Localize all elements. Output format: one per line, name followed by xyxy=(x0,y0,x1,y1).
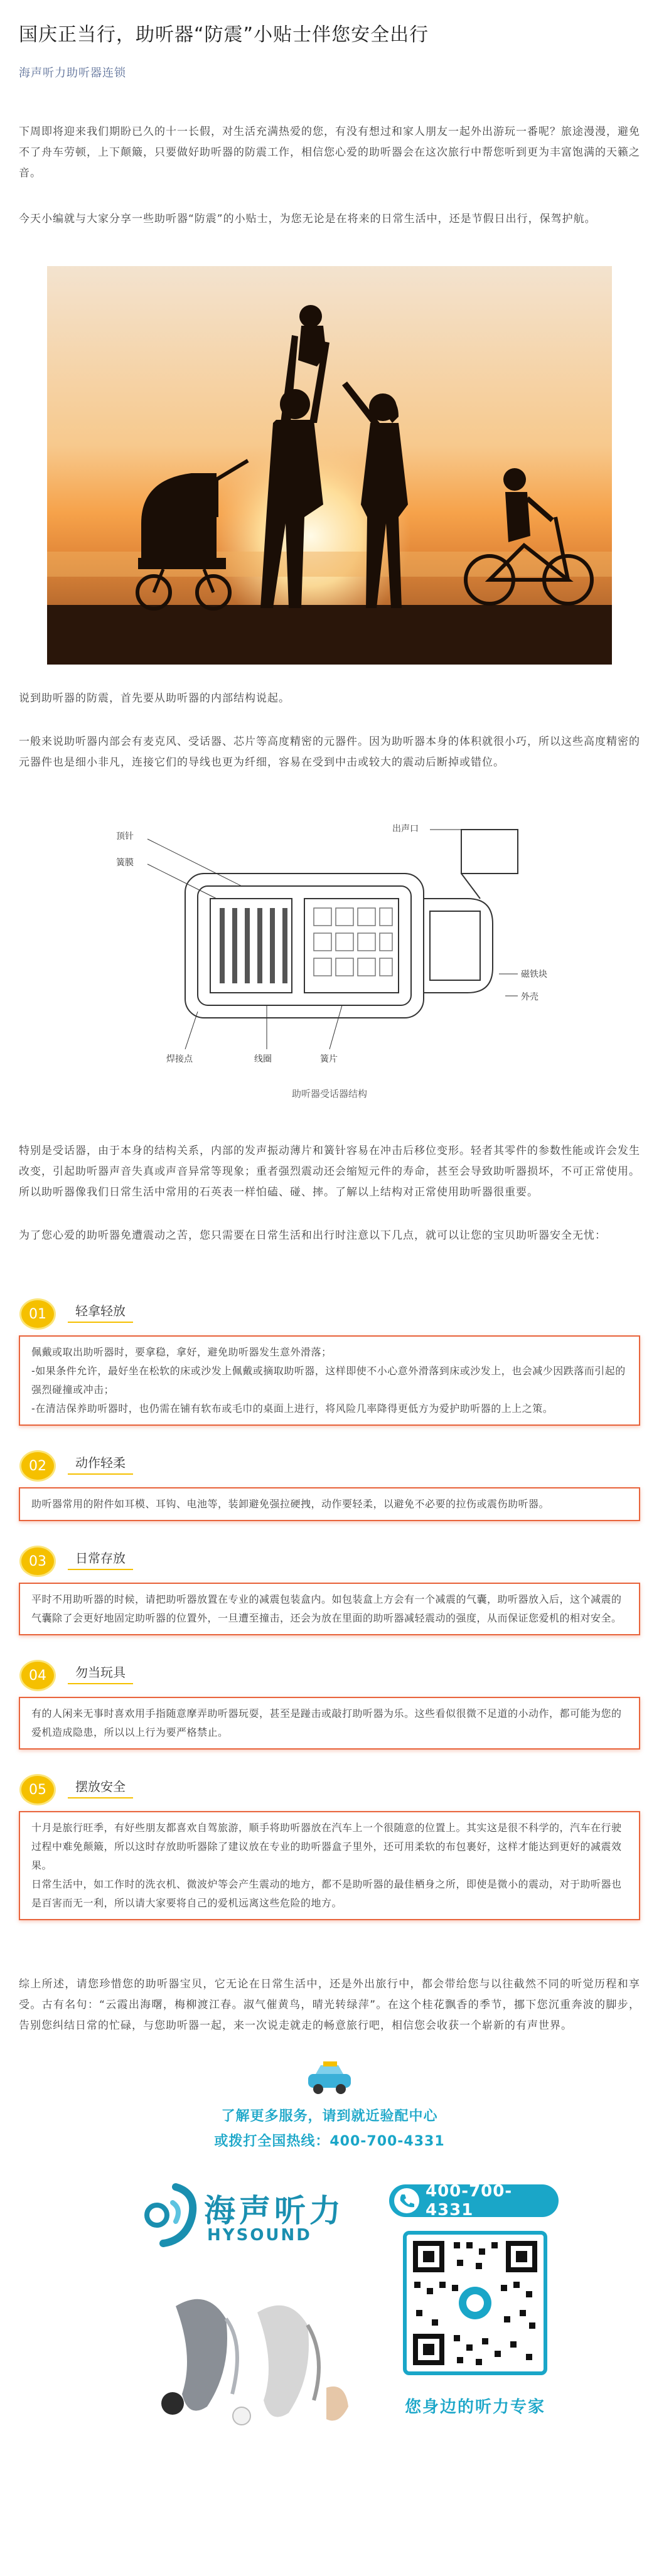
tip-title: 动作轻柔 xyxy=(68,1453,133,1475)
car-icon xyxy=(304,2061,355,2099)
tip-number-badge: 05 xyxy=(21,1776,54,1804)
hearing-aid-products-image xyxy=(138,2269,370,2444)
intro-paragraph-2: 今天小编就与大家分享一些助听器“防震”的小贴士，为您无论是在将来的日常生活中，还是节假日出行，保驾护航。 xyxy=(19,213,596,225)
receiver-paragraph: 特别是受话器，由于本身的结构关系，内部的发声振动薄片和簧针容易在冲击后移位变形。轻者其零件的参数性能或许会发生改变，引起助听器声音失真或声音异常等现象；重者强烈震动还会缩短元件的寿命，甚至会导致助听器损坏，不可正常使用。所以助听器像我们日常生活中常用的石英表一样怕磕、碰、摔。了解以上结构对正常使用助听器很重要。 xyxy=(19,1145,640,1199)
tip-line: 有的人闲来无事时喜欢用手指随意摩弄助听器玩耍，甚至是踫击或敲打助听器为乐。这些看似很微不足道的小动作，都可能为您的爱机造成隐患，所以以上行为要严格禁止。 xyxy=(31,1708,622,1738)
promo-line-1: 了解更多服务，请到就近验配中心 xyxy=(221,2108,438,2124)
tip-title: 勿当玩具 xyxy=(68,1662,133,1684)
footer-banner xyxy=(19,2061,640,2513)
family-sunset-photo xyxy=(47,266,612,665)
qr-caption: 您身边的听力专家 xyxy=(404,2398,545,2417)
tip-item xyxy=(19,1296,640,1426)
tips-list xyxy=(19,1296,640,1920)
tip-title: 日常存放 xyxy=(68,1548,133,1570)
brand-logo xyxy=(138,2181,364,2250)
tip-item xyxy=(19,1448,640,1521)
diagram-label-top-plate: 顶针 xyxy=(116,831,134,842)
tip-content-box xyxy=(19,1487,640,1521)
components-paragraph: 一般来说助听器内部会有麦克风、受话器、芯片等高度精密的元器件。因为助听器本身的体积就很小巧，所以这些高度精密的元器件也是细小非凡，连接它们的导线也更为纤细，容易在受到中击或较大的震动后断掉或错位。 xyxy=(19,735,640,769)
tip-content-box xyxy=(19,1335,640,1426)
tip-line: -如果条件允许，最好坐在松软的床或沙发上佩戴或摘取助听器，这样即使不小心意外滑落到床或沙发上，也会减少因跌落而引起的强烈碰撞或冲击； xyxy=(31,1365,626,1396)
tip-line: 平时不用助听器的时候，请把助听器放置在专业的减震包装盒内。如包装盒上方会有一个减震的气囊，助听器放入后，这个减震的气囊除了会更好地固定助听器的位置外，一旦遭至撞击，还会为放在里面的助听器减轻震动的强度，从而保证您爱机的相对安全。 xyxy=(31,1593,622,1624)
intro-paragraph: 下周即将迎来我们期盼已久的十一长假，对生活充满热爱的您，有没有想过和家人朋友一起外出游玩一番呢？旅途漫漫，避免不了舟车劳顿，上下颠簸，只要做好助听器的防震工作，相信您心爱的助听器会在这次旅行中帮您听到更为丰富饱满的天籁之音。 xyxy=(19,126,640,179)
hearing-aid-logo-icon xyxy=(138,2181,201,2252)
tip-number-badge: 03 xyxy=(21,1547,54,1575)
tip-line: 佩戴或取出助听器时，要拿稳，拿好，避免助听器发生意外滑落； xyxy=(31,1346,332,1358)
qr-code-icon[interactable] xyxy=(403,2231,547,2375)
brand-name-en: HYSOUND xyxy=(207,2226,312,2245)
tip-item xyxy=(19,1772,640,1920)
diagram-caption: 助听器受话器结构 xyxy=(291,1088,367,1099)
conclusion-paragraph: 综上所述，请您珍惜您的助听器宝贝，它无论在日常生活中，还是外出旅行中，都会带给您与以往截然不同的听觉历程和享受。古有名句：“云霞出海曙，梅柳渡江春。淑气催黄鸟，晴光转绿萍”。在这个桂花飘香的季节，挪下您沉重奔波的脚步，告别您纠结日常的忙碌，与您助听器一起，来一次说走就走的畅意旅行吧，相信您会收获一个崭新的有声世界。 xyxy=(19,1978,640,2032)
promo-line-2: 或拨打全国热线：400-700-4331 xyxy=(214,2134,445,2149)
tips-intro-paragraph: 为了您心爱的助听器免遭震动之苦，您只需要在日常生活和出行时注意以下几点，就可以让您的宝贝助听器安全无忧： xyxy=(19,1229,606,1242)
hotline-number: 400-700-4331 xyxy=(426,2182,513,2220)
tip-item xyxy=(19,1544,640,1635)
receiver-structure-diagram xyxy=(78,804,581,1099)
tip-content-box xyxy=(19,1697,640,1750)
structure-intro-paragraph: 说到助听器的防震，首先要从助听器的内部结构说起。 xyxy=(19,692,290,705)
tip-number-badge: 02 xyxy=(21,1452,54,1480)
tip-item xyxy=(19,1658,640,1750)
tip-content-box xyxy=(19,1811,640,1920)
tip-number-badge: 01 xyxy=(21,1300,54,1328)
account-name-link[interactable]: 海声听力助听器连锁 xyxy=(19,67,126,80)
article-title: 国庆正当行，助听器“防震”小贴士伴您安全出行 xyxy=(19,24,429,46)
diagram-label-reed-plate: 簧片 xyxy=(320,1054,338,1064)
tip-line: 助听器常用的附件如耳模、耳钩、电池等，装卸避免强拉硬拽，动作要轻柔，以避免不必要的拉伤或震伤助听器。 xyxy=(31,1498,550,1510)
diagram-label-solder: 焊接点 xyxy=(166,1054,193,1064)
tip-line: 十月是旅行旺季，有好些朋友都喜欢自驾旅游，顺手将助听器放在汽车上一个很随意的位置上。其实这是很不科学的，汽车在行驶过程中难免颠簸，所以这时存放助听器除了建议放在专业的助听器盒子里外，还可用柔软的布包裹好，这样才能达到更好的减震效果。 xyxy=(31,1822,622,1871)
diagram-label-shell: 外壳 xyxy=(521,992,538,1002)
diagram-label-outlet: 出声口 xyxy=(392,824,419,834)
tip-line: -在清洁保养助听器时，也仍需在铺有软布或毛巾的桌面上进行，将风险几率降得更低方为爱护助听器的上上之策。 xyxy=(31,1403,554,1414)
brand-name-cn: 海声听力 xyxy=(204,2193,345,2229)
phone-icon xyxy=(394,2188,419,2213)
hotline-badge[interactable] xyxy=(389,2182,559,2220)
tip-line: 日常生活中，如工作时的洗衣机、微波炉等会产生震动的地方，都不是助听器的最佳栖身之所，即使是微小的震动，对于助听器也是百害而无一利，所以请大家要将自己的爱机远离这些危险的地方。 xyxy=(31,1878,622,1909)
diagram-label-coil: 线圈 xyxy=(254,1054,272,1064)
diagram-label-magnet: 磁铁块 xyxy=(521,970,547,980)
tip-title: 轻拿轻放 xyxy=(68,1301,133,1323)
tip-title: 摆放安全 xyxy=(68,1777,133,1798)
tip-content-box xyxy=(19,1583,640,1635)
tip-number-badge: 04 xyxy=(21,1662,54,1689)
diagram-label-reed: 簧膜 xyxy=(116,858,134,868)
